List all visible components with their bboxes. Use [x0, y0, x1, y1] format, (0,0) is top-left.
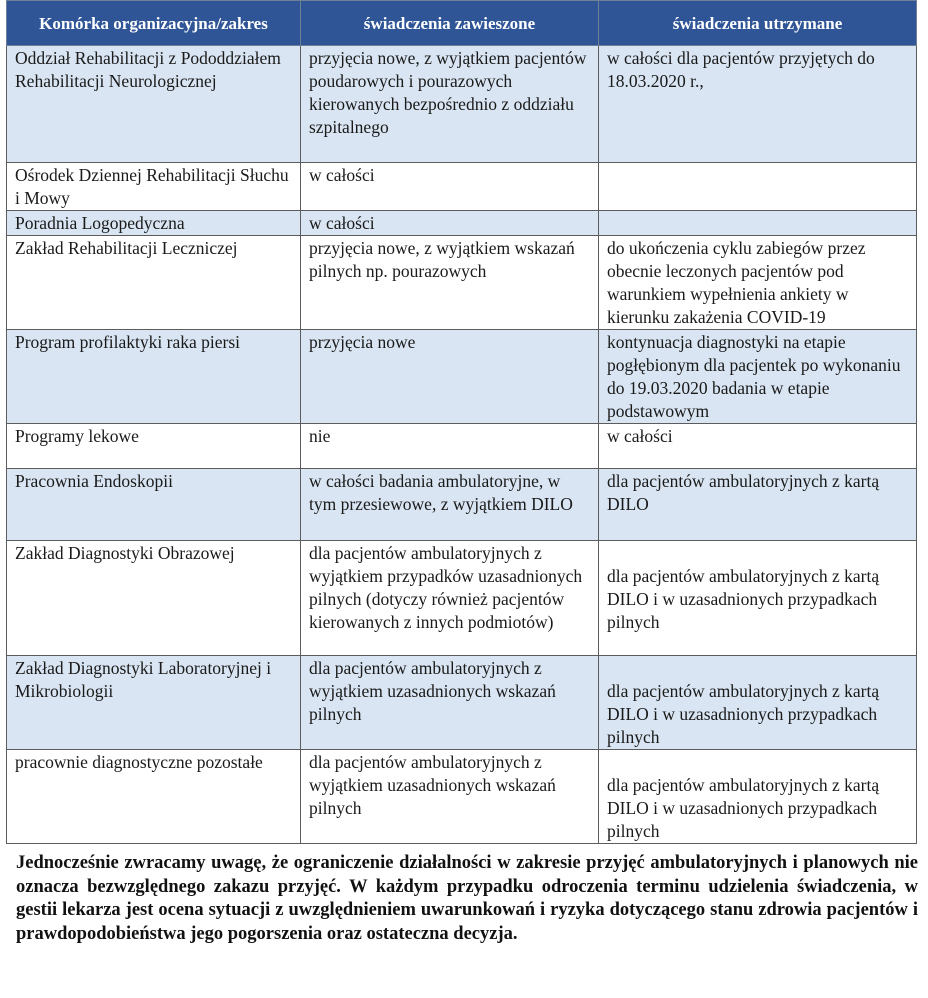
cell-maintained: w całości dla pacjentów przyjętych do 18.03.2020 r.,: [599, 46, 917, 163]
cell-unit: Zakład Diagnostyki Obrazowej: [7, 541, 301, 656]
table-row: [7, 236, 917, 330]
table-row: [7, 330, 917, 424]
cell-maintained: do ukończenia cyklu zabiegów przez obecnie leczonych pacjentów pod warunkiem wypełnienia ankiety w kierunku zakażenia COVID-19: [599, 236, 917, 330]
cell-suspended: dla pacjentów ambulatoryjnych z wyjątkiem uzasadnionych wskazań pilnych: [301, 750, 599, 844]
table-row: [7, 211, 917, 236]
cell-suspended: przyjęcia nowe: [301, 330, 599, 424]
table-row: [7, 424, 917, 469]
cell-unit: pracownie diagnostyczne pozostałe: [7, 750, 301, 844]
cell-maintained: [599, 211, 917, 236]
cell-unit: Programy lekowe: [7, 424, 301, 469]
cell-unit: Oddział Rehabilitacji z Pododdziałem Rehabilitacji Neurologicznej: [7, 46, 301, 163]
table-row: [7, 469, 917, 541]
table-row: [7, 46, 917, 163]
cell-unit: Ośrodek Dziennej Rehabilitacji Słuchu i Mowy: [7, 163, 301, 211]
cell-suspended: dla pacjentów ambulatoryjnych z wyjątkiem uzasadnionych wskazań pilnych: [301, 656, 599, 750]
header-suspended: świadczenia zawieszone: [301, 1, 599, 46]
cell-unit: Zakład Rehabilitacji Leczniczej: [7, 236, 301, 330]
services-table: [6, 0, 917, 844]
cell-maintained: [599, 656, 917, 750]
cell-maintained: dla pacjentów ambulatoryjnych z kartą DILO: [599, 469, 917, 541]
cell-maintained: [599, 541, 917, 656]
table-header-row: [7, 1, 917, 46]
table-row: [7, 163, 917, 211]
header-maintained: świadczenia utrzymane: [599, 1, 917, 46]
cell-suspended: w całości badania ambulatoryjne, w tym przesiewowe, z wyjątkiem DILO: [301, 469, 599, 541]
cell-maintained-text: dla pacjentów ambulatoryjnych z kartą DILO i w uzasadnionych przypadkach pilnych: [607, 566, 880, 632]
cell-suspended: przyjęcia nowe, z wyjątkiem wskazań pilnych np. pourazowych: [301, 236, 599, 330]
cell-unit: Poradnia Logopedyczna: [7, 211, 301, 236]
cell-maintained: [599, 163, 917, 211]
cell-unit: Program profilaktyki raka piersi: [7, 330, 301, 424]
table-row: [7, 541, 917, 656]
cell-maintained-text: dla pacjentów ambulatoryjnych z kartą DILO i w uzasadnionych przypadkach pilnych: [607, 681, 880, 747]
cell-maintained: w całości: [599, 424, 917, 469]
table-row: [7, 750, 917, 844]
cell-unit: Pracownia Endoskopii: [7, 469, 301, 541]
cell-suspended: nie: [301, 424, 599, 469]
table-row: [7, 656, 917, 750]
cell-suspended: w całości: [301, 211, 599, 236]
cell-maintained: [599, 750, 917, 844]
cell-unit: Zakład Diagnostyki Laboratoryjnej i Mikrobiologii: [7, 656, 301, 750]
cell-suspended: dla pacjentów ambulatoryjnych z wyjątkiem przypadków uzasadnionych pilnych (dotyczy również pacjentów kierowanych z innych podmiotów): [301, 541, 599, 656]
header-unit: Komórka organizacyjna/zakres: [7, 1, 301, 46]
cell-suspended: w całości: [301, 163, 599, 211]
cell-maintained-text: dla pacjentów ambulatoryjnych z kartą DILO i w uzasadnionych przypadkach pilnych: [607, 775, 880, 841]
cell-maintained: kontynuacja diagnostyki na etapie pogłębionym dla pacjentek po wykonaniu do 19.03.2020 badania w etapie podstawowym: [599, 330, 917, 424]
closing-note: Jednocześnie zwracamy uwagę, że ograniczenie działalności w zakresie przyjęć ambulatoryjnych i planowych nie oznacza bezwzględnego zakazu przyjęć. W każdym przypadku odroczenia terminu udzielenia świadczenia, w gestii lekarza jest ocena sytuacji z uwzględnieniem uwarunkowań i ryzyka dotyczącego stanu zdrowia pacjentów i prawdopodobieństwa jego pogorszenia oraz ostateczna decyzja.: [16, 853, 918, 944]
cell-suspended: przyjęcia nowe, z wyjątkiem pacjentów poudarowych i pourazowych kierowanych bezpośrednio z oddziału szpitalnego: [301, 46, 599, 163]
